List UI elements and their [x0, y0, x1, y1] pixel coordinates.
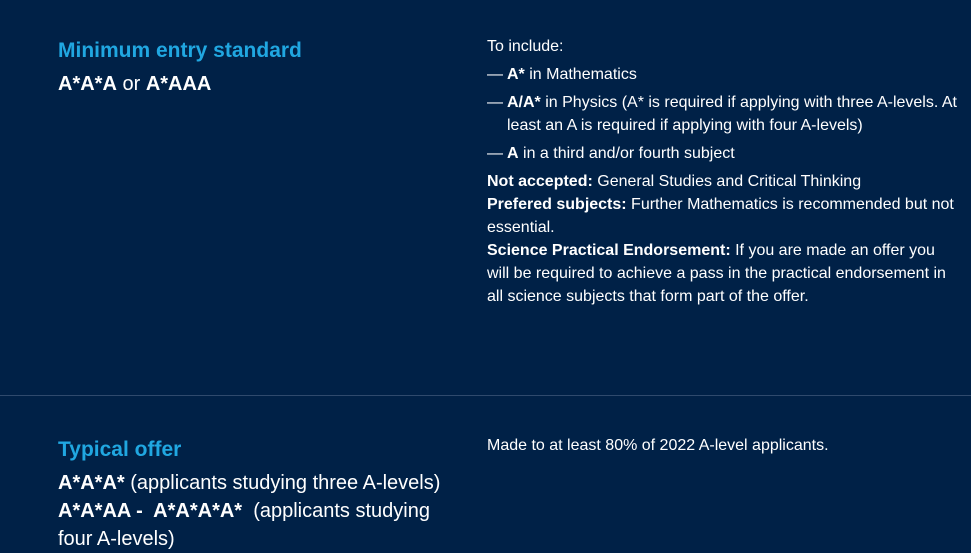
requirements-list: [487, 63, 957, 165]
entry-left-column: [58, 38, 468, 98]
offer-right-column: [487, 434, 957, 457]
dash-bullet-icon: —: [487, 94, 503, 111]
offer-line-four: [58, 497, 468, 553]
requirement-grade: A*: [507, 66, 525, 83]
preferred-text: Further Mathematics is recommended but not essential.: [487, 196, 954, 236]
offer-heading: Typical offer: [58, 438, 182, 461]
list-item: [487, 91, 957, 137]
offer-left-column: [58, 437, 468, 553]
offer-text-four: (applicants studying four A-levels): [58, 500, 436, 550]
entry-heading: Minimum entry standard: [58, 39, 302, 62]
offer-grade-three: A*A*A*: [58, 472, 125, 494]
not-accepted-note: [487, 170, 957, 193]
list-item: [487, 63, 957, 86]
requirement-text: in a third and/or fourth subject: [518, 145, 735, 162]
grade-option-b: A*AAA: [145, 73, 212, 95]
requirement-text: in Mathematics: [524, 66, 637, 83]
preferred-label: Prefered subjects:: [487, 196, 627, 213]
grade-option-a: A*A*A: [58, 73, 117, 95]
offer-grade-four: A*A*AA - A*A*A*A*: [58, 500, 243, 522]
offer-line-three: [58, 469, 468, 497]
offer-text-three: (applicants studying three A-levels): [124, 472, 441, 494]
requirement-text: in Physics (A* is required if applying with three A-levels. At least an A is required if applying with four A-levels): [507, 94, 957, 134]
include-intro: To include:: [487, 38, 564, 55]
not-accepted-text: General Studies and Critical Thinking: [592, 173, 862, 190]
not-accepted-label: Not accepted:: [487, 173, 593, 190]
dash-bullet-icon: —: [487, 66, 503, 83]
practical-endorsement-note: [487, 239, 957, 308]
entry-right-column: [487, 35, 957, 308]
offer-note: Made to at least 80% of 2022 A-level applicants.: [487, 437, 829, 454]
requirement-grade: A: [507, 145, 519, 162]
practical-text: If you are made an offer you will be required to achieve a pass in the practical endorsement in all science subjects that form part of the offer.: [487, 242, 946, 305]
grade-or: or: [116, 73, 146, 95]
preferred-subjects-note: [487, 193, 957, 239]
list-item: [487, 142, 957, 165]
entry-grades: [58, 70, 468, 98]
typical-offer-section: [0, 396, 971, 553]
practical-label: Science Practical Endorsement:: [487, 242, 731, 259]
requirement-grade: A/A*: [507, 94, 541, 111]
dash-bullet-icon: —: [487, 145, 503, 162]
